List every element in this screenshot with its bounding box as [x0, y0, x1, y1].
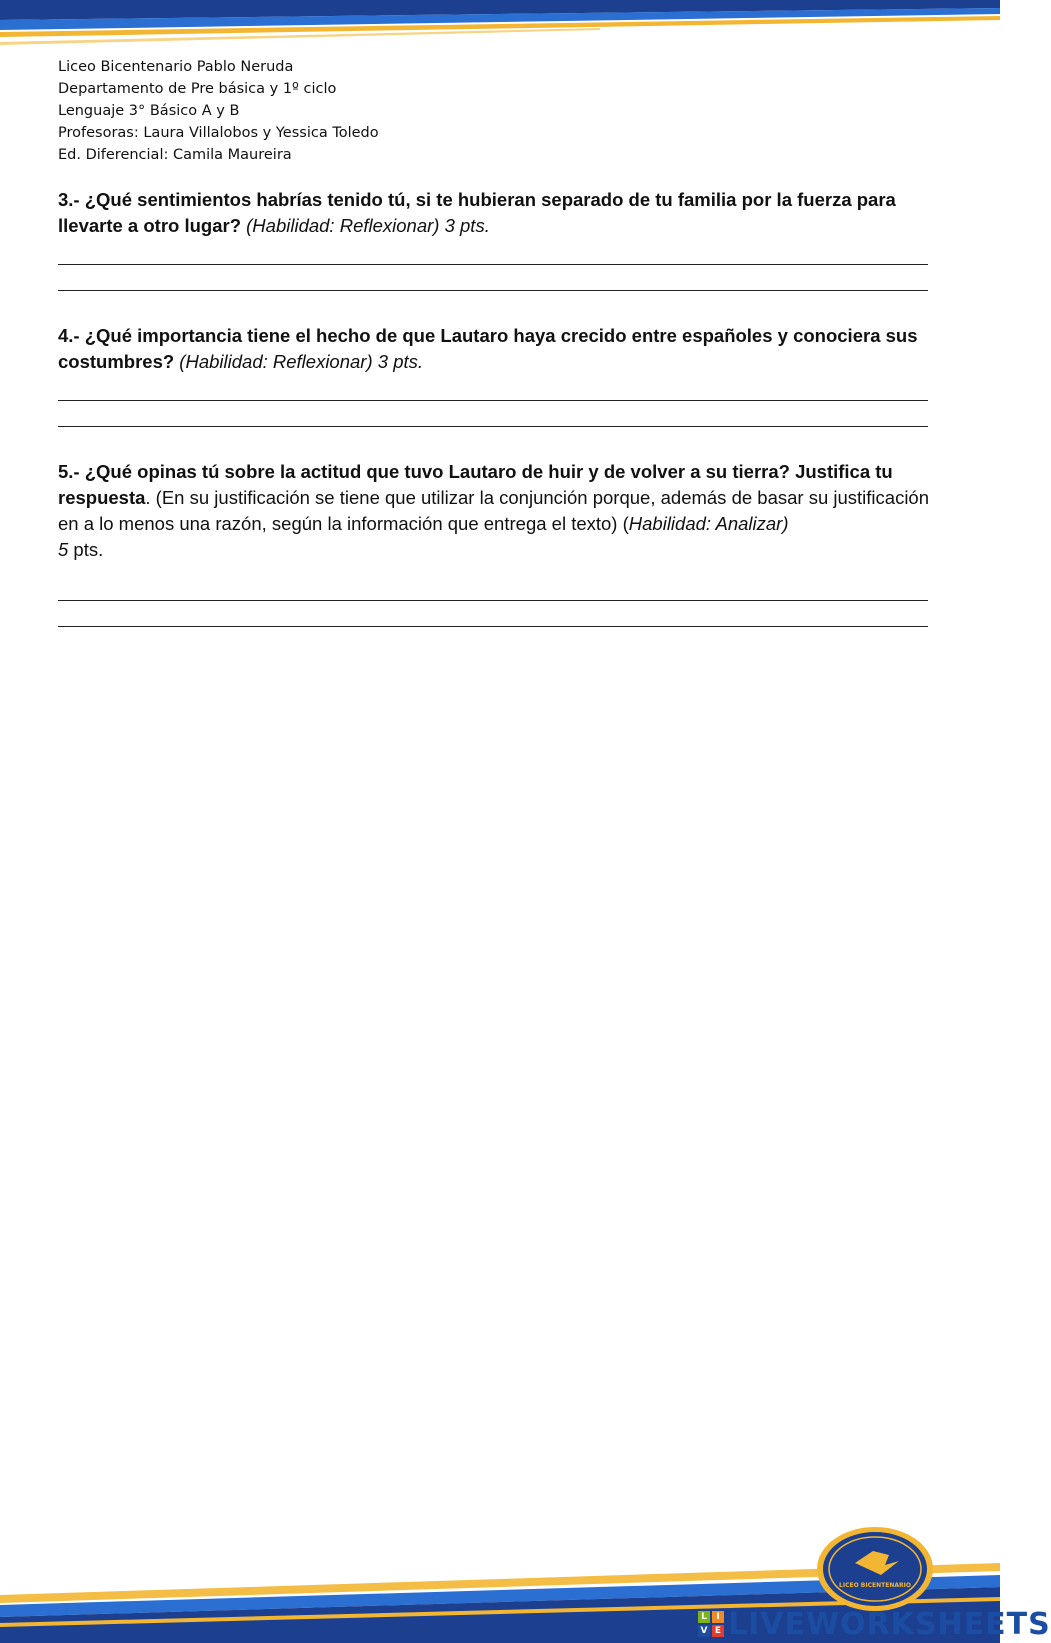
question-4	[58, 323, 948, 375]
lw-square-i: I	[712, 1611, 724, 1623]
answer-line-q4-1[interactable]	[58, 400, 928, 401]
document-header	[58, 56, 379, 166]
question-5-points-word: pts.	[68, 539, 104, 560]
question-5-text: ¿Qué opinas tú sobre la actitud que tuvo Lautaro de huir y de volver a su tierra? Justifica tu respuesta	[58, 461, 893, 508]
question-5-skill: Habilidad: Analizar)	[628, 513, 789, 534]
answer-line-q3-1[interactable]	[58, 264, 928, 265]
answer-line-q4-2[interactable]	[58, 426, 928, 427]
question-3	[58, 187, 948, 239]
question-4-skill: (Habilidad: Reflexionar) 3 pts.	[174, 351, 424, 372]
department-name: Departamento de Pre básica y 1º ciclo	[58, 81, 337, 97]
answer-line-q5-1[interactable]	[58, 600, 928, 601]
lw-square-e: E	[712, 1625, 724, 1637]
question-4-text: ¿Qué importancia tiene el hecho de que Lautaro haya crecido entre españoles y conociera sus costumbres?	[58, 325, 918, 372]
question-5	[58, 459, 948, 563]
answer-line-q3-2[interactable]	[58, 290, 928, 291]
question-5-number: 5.-	[58, 461, 80, 482]
answer-line-q5-2[interactable]	[58, 626, 928, 627]
school-name: Liceo Bicentenario Pablo Neruda	[58, 59, 294, 75]
liveworksheets-wordmark: LIVEWORKSHEETS	[728, 1606, 1051, 1642]
question-3-text: ¿Qué sentimientos habrías tenido tú, si te hubieran separado de tu familia por la fuerza para llevarte a otro lugar?	[58, 189, 896, 236]
question-3-skill: (Habilidad: Reflexionar) 3 pts.	[241, 215, 490, 236]
top-banner-decoration	[0, 0, 1000, 60]
liveworksheets-logo-icon	[698, 1611, 724, 1637]
lw-square-v: V	[698, 1625, 710, 1637]
question-5-instructions: . (En su justificación se tiene que utilizar la conjunción porque, además de basar su justificación en a lo menos una razón, según la información que entrega el texto) (	[58, 487, 930, 534]
school-logo-text: LICEO BICENTENARIO	[839, 1582, 911, 1589]
special-ed-line: Ed. Diferencial: Camila Maureira	[58, 147, 292, 163]
lw-square-l: L	[698, 1611, 710, 1623]
teachers-line: Profesoras: Laura Villalobos y Yessica Toledo	[58, 125, 379, 141]
question-5-points-number: 5	[58, 539, 69, 560]
school-logo	[815, 1525, 935, 1613]
course-name: Lenguaje 3° Básico A y B	[58, 103, 240, 119]
question-3-number: 3.-	[58, 189, 80, 210]
question-4-number: 4.-	[58, 325, 80, 346]
liveworksheets-brand	[698, 1608, 1051, 1640]
